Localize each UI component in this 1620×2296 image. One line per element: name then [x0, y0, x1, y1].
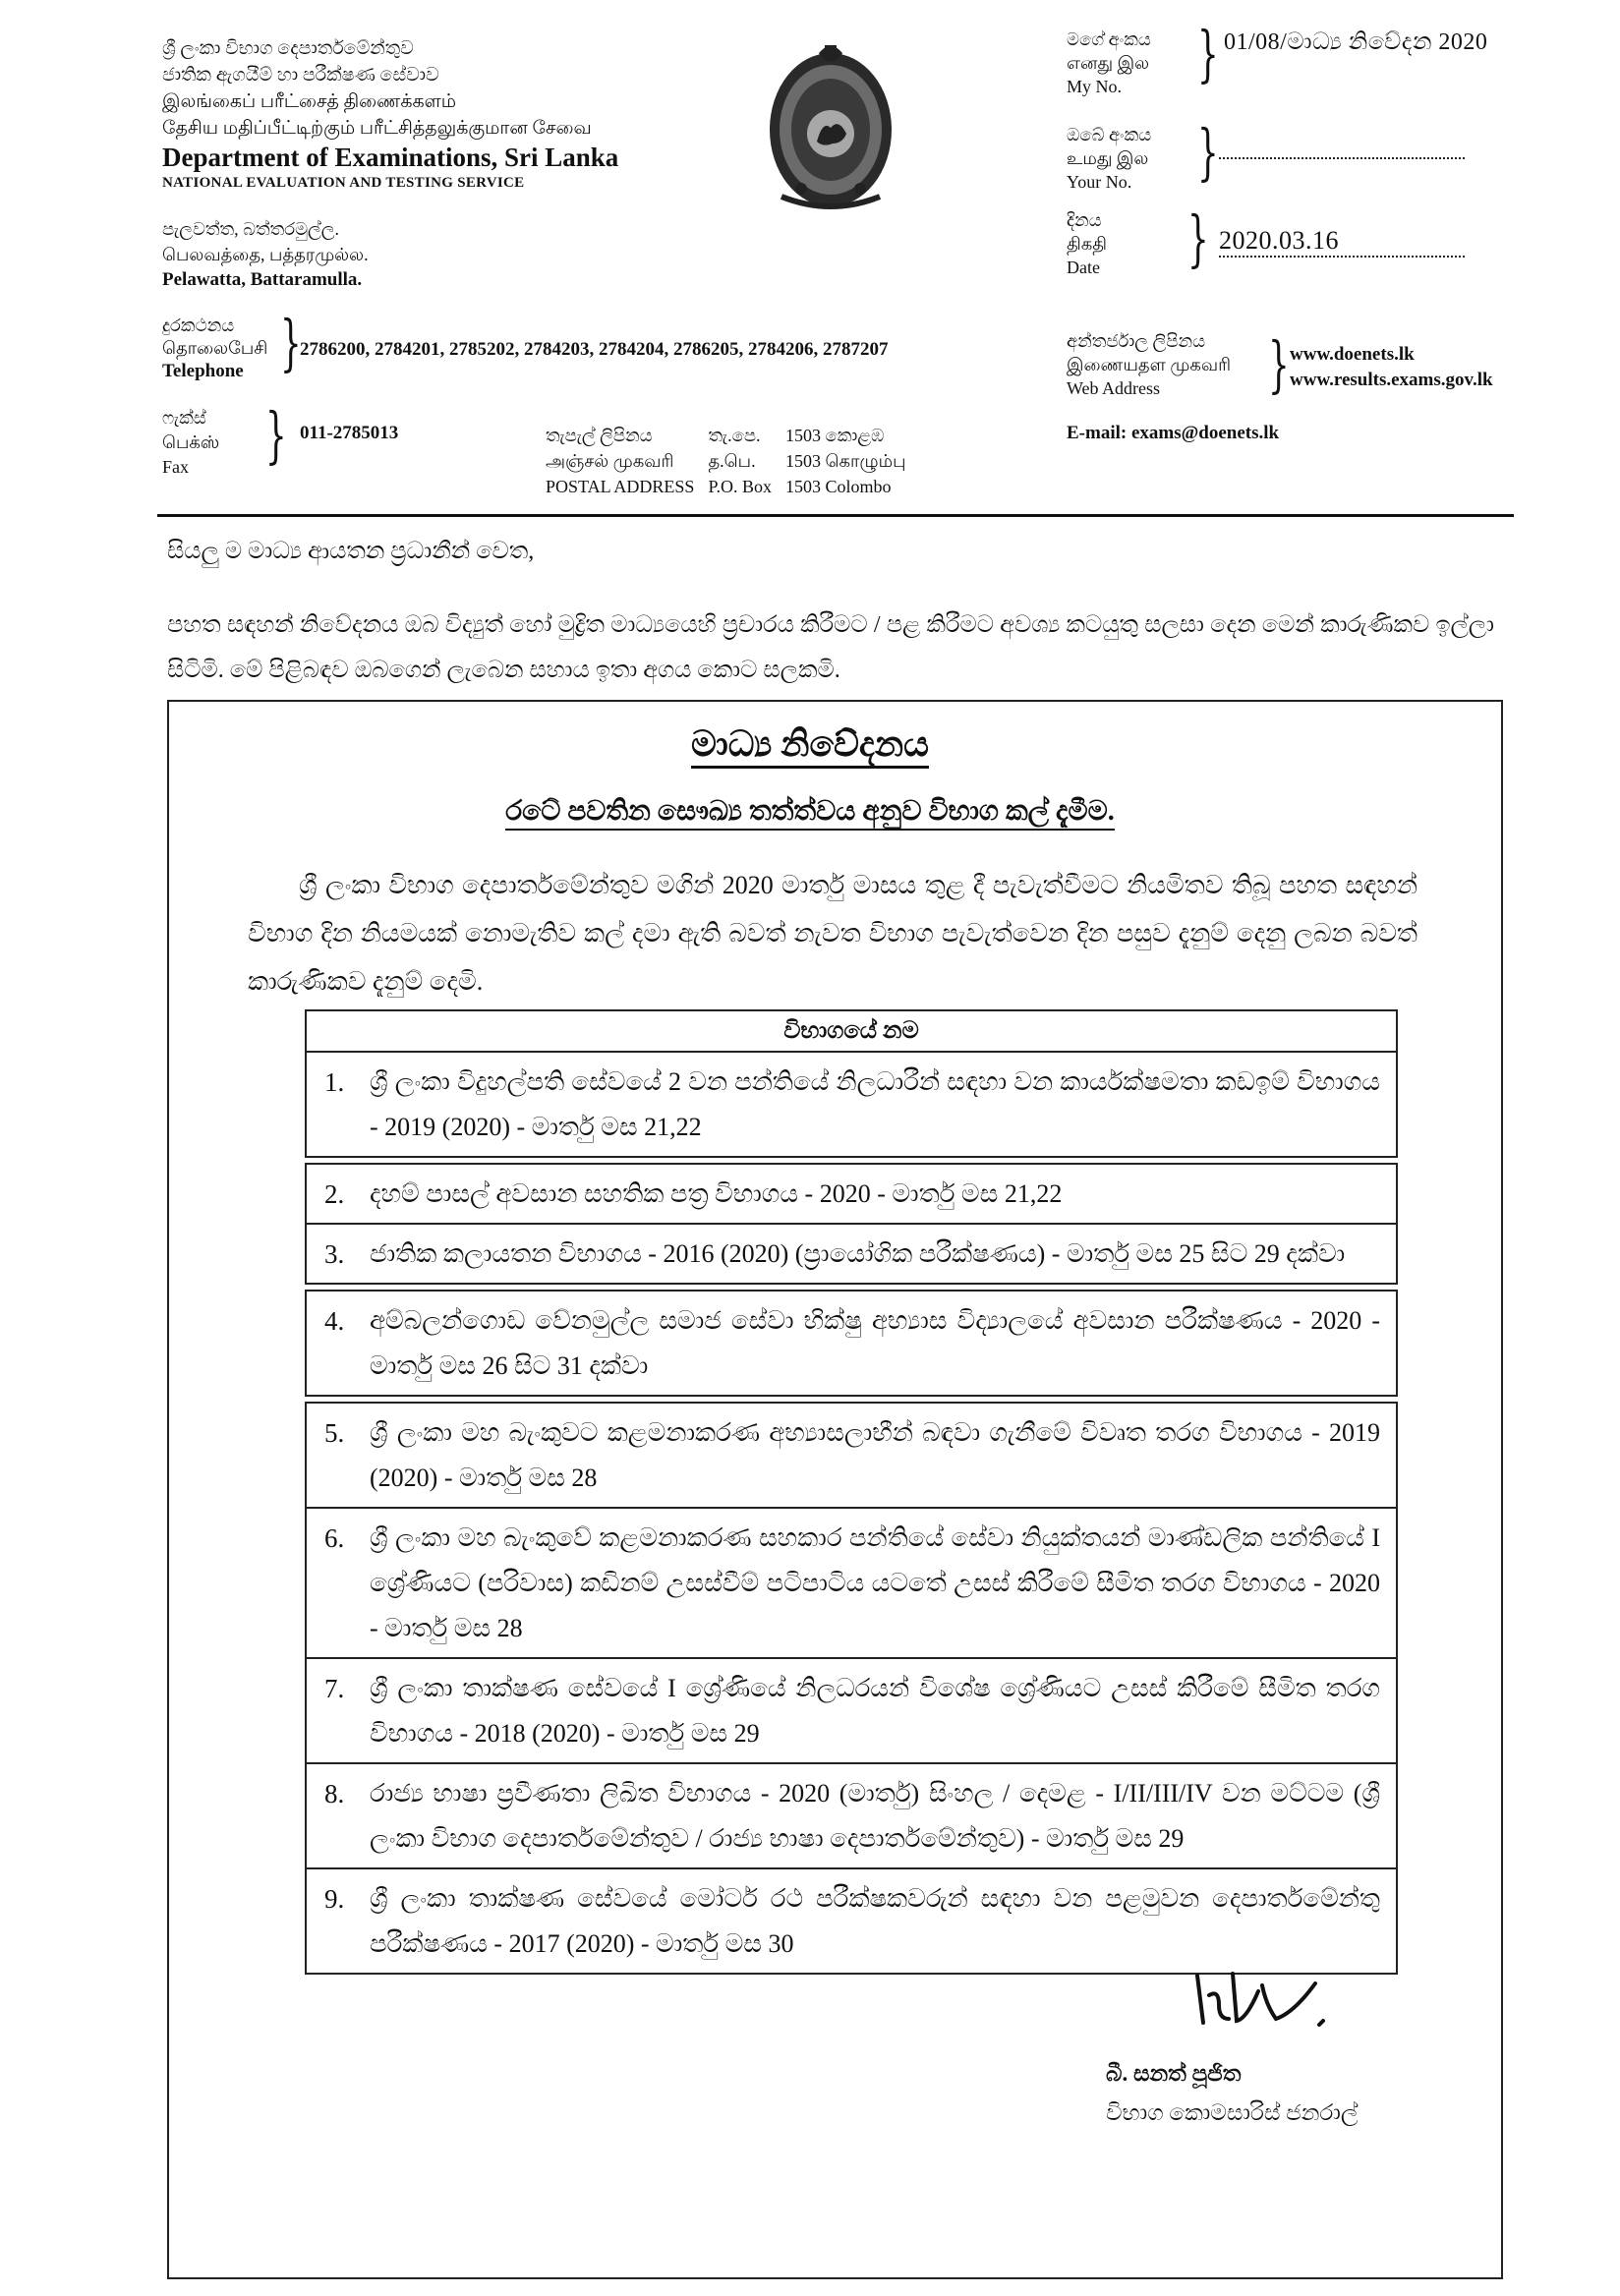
table-row: [305, 1402, 1398, 1509]
row-number: 5.: [324, 1418, 345, 1448]
exam-name: ශ්‍රී ලංකා මහ බැංකුවේ කළමනාකරණ සහකාර පන්තියේ සේවා නියුක්තයන් මාණ්ඩලික පන්තියේ I ශ්‍රේණියට (පරිවාස) කඩිනම් උසස්වීම් පටිපාටිය යටතේ උසස් කිරීමේ සීමිත තරග විභාගය - 2020 - මාර්තු මස 28: [370, 1523, 1380, 1642]
pobox-label-si: තැ.පෙ.: [708, 426, 761, 445]
notice-title-text: මාධ්‍ය නිවේදනය: [691, 724, 929, 769]
notice-subtitle: [0, 796, 1620, 828]
email-address[interactable]: E-mail: exams@doenets.lk: [1067, 423, 1280, 443]
dept-name-english: Department of Examinations, Sri Lanka: [162, 143, 619, 172]
web-address-label: [1067, 329, 1231, 400]
notice-title: [0, 723, 1620, 766]
pobox-value-si: 1503 කොළඹ: [784, 426, 885, 445]
notice-subtitle-text: රටේ පවතින සෞඛ්‍ය තත්ත්වය අනුව විභාග කල් දැමීම.: [505, 796, 1115, 831]
postal-label-en: POSTAL ADDRESS: [546, 477, 695, 496]
postal-address: [546, 423, 920, 499]
table-row: [305, 1869, 1398, 1975]
date-label-en: Date: [1067, 258, 1100, 277]
exam-table-header: විභාගයේ නම: [305, 1009, 1398, 1053]
notice-paragraph: ශ්‍රී ලංකා විභාග දෙපාර්තමේන්තුව මගින් 2020 මාර්තු මාසය තුළ දී පැවැත්වීමට නියමිතව තිබූ පහත සඳහන් විභාග දින නියමයක් නොමැතිව කල් දමා ඇති බවත් නැවත විභාග පැවැත්වෙන දින පසුව දැනුම් දෙනු ලබන බවත් කාරුණිකව දැනුම් දෙමි.: [248, 871, 1418, 996]
postal-label-si: තැපැල් ලිපිනය: [546, 426, 653, 445]
row-number: 8.: [324, 1779, 345, 1808]
your-no-label: [1067, 123, 1151, 194]
telephone-label-en: Telephone: [162, 361, 244, 381]
address-english: Pelawatta, Battaramulla.: [162, 269, 363, 290]
service-name-english: NATIONAL EVALUATION AND TESTING SERVICE: [162, 175, 525, 191]
table-row: [305, 1225, 1398, 1285]
salutation: සියලු ම මාධ්‍ය ආයතන ප්‍රධානීන් වෙත,: [167, 539, 535, 564]
brace-icon: }: [1197, 116, 1219, 188]
letterhead-address: [162, 216, 369, 293]
your-no-label-en: Your No.: [1067, 172, 1132, 192]
date-value: 2020.03.16: [1219, 226, 1465, 258]
my-no-label: [1067, 28, 1151, 98]
web-label-si: අන්තර්ජාල ලිපිනය: [1067, 331, 1206, 351]
exam-table: [305, 1009, 1398, 1975]
fax-label-en: Fax: [162, 457, 189, 477]
pobox-value-en: 1503 Colombo: [784, 477, 892, 496]
your-no-label-ta: உமது இல: [1067, 148, 1149, 168]
web-label-en: Web Address: [1067, 378, 1161, 398]
web-link-doenets[interactable]: www.doenets.lk: [1290, 344, 1415, 365]
exam-name: ශ්‍රී ලංකා විදුහල්පති සේවයේ 2 වන පන්තියේ නිලධාරීන් සඳහා වන කාර්යක්ෂමතා කඩඉම් විභාගය - 2019 (2020) - මාර්තු මස 21,22: [370, 1067, 1380, 1141]
signatory-title: විභාග කොමසාරිස් ජනරාල්: [1106, 2100, 1359, 2125]
brace-icon: }: [1187, 202, 1209, 274]
table-row: [305, 1053, 1398, 1158]
my-no-value: 01/08/මාධ්‍ය නිවේදන 2020: [1224, 29, 1488, 55]
telephone-label-ta: தொலைபேசி: [162, 338, 268, 358]
address-tamil: பெலவத்தை, பத்தரமுல்ல.: [162, 245, 369, 264]
table-row: [305, 1764, 1398, 1869]
exam-name: ශ්‍රී ලංකා මහ බැංකුවට කළමනාකරණ අභ්‍යාසලාභීන් බඳවා ගැනීමේ විවෘත තරග විභාගය - 2019 (2020) - මාර්තු මස 28: [370, 1418, 1380, 1492]
pobox-value-ta: 1503 கொழும்பு: [784, 451, 906, 471]
row-number: 3.: [324, 1239, 345, 1269]
row-number: 2.: [324, 1179, 345, 1209]
row-number: 9.: [324, 1884, 345, 1914]
intro-paragraph: පහත සඳහන් නිවේදනය ඔබ විද්‍යුත් හෝ මුද්‍රිත මාධ්‍යයෙහි ප්‍රචාරය කිරීමට / පළ කිරීමට අවශ්‍ය කටයුතු සලසා දෙන මෙන් කාරුණිකව ඉල්ලා සිටිමි. මේ පිළිබඳව ඔබගෙන් ලැබෙන සහාය ඉතා අගය කොට සලකමි.: [167, 612, 1494, 683]
telephone-label: [162, 315, 267, 382]
service-name-tamil: தேசிய மதிப்பீட்டிற்கும் பரீட்சித்தலுக்குமான சேவை: [162, 118, 592, 139]
table-row: [305, 1290, 1398, 1397]
telephone-numbers: 2786200, 2784201, 2785202, 2784203, 2784204, 2786205, 2784206, 2787207: [300, 339, 889, 360]
exam-name: ශ්‍රී ලංකා තාක්ෂණ සේවයේ I ශ්‍රේණියේ නිලධරයන් විශේෂ ශ්‍රේණියට උසස් කිරීමේ සීමිත තරග විභාගය - 2018 (2020) - මාර්තු මස 29: [370, 1674, 1380, 1748]
my-no-label-si: මගේ අංකය: [1067, 29, 1151, 49]
dept-name-sinhala: ශ්‍රී ලංකා විභාග දෙපාර්තමේන්තුව: [162, 38, 414, 59]
my-no-label-ta: எனது இல: [1067, 53, 1150, 73]
signatory-name: බී. සනත් පූජිත: [1106, 2061, 1242, 2086]
fax-label-si: ෆැක්ස්: [162, 408, 206, 428]
exam-name: රාජ්‍ය භාෂා ප්‍රවීණතා ලිඛිත විභාගය - 2020 (මාර්තු) සිංහල / දෙමළ - I/II/III/IV වන මට්ටම (ශ්‍රී ලංකා විභාග දෙපාර්තමේන්තුව / රාජ්‍ය භාෂා දෙපාර්තමේන්තුව) - මාර්තු මස 29: [370, 1779, 1380, 1853]
dept-name-tamil: இலங்கைப் பரீட்சைத் திணைக்களம்: [162, 91, 457, 112]
brace-icon: }: [265, 399, 287, 471]
signature-icon: [1189, 1966, 1357, 2035]
telephone-label-si: දුරකථනය: [162, 316, 235, 335]
brace-icon: }: [1197, 18, 1219, 89]
sri-lanka-emblem-icon: [762, 39, 899, 214]
row-number: 4.: [324, 1306, 345, 1336]
date-label-ta: திகதி: [1067, 234, 1108, 254]
row-number: 7.: [324, 1674, 345, 1703]
address-sinhala: පැලවත්ත, බත්තරමුල්ල.: [162, 219, 339, 239]
table-row: [305, 1659, 1398, 1764]
table-row: [305, 1163, 1398, 1225]
row-number: 6.: [324, 1523, 345, 1553]
exam-name: ශ්‍රී ලංකා තාක්ෂණ සේවයේ මෝටර් රථ පරීක්ෂකවරුන් සඳහා වන පළමුවන දෙපාර්තමේන්තු පරීක්ෂණය - 2017 (2020) - මාර්තු මස 30: [370, 1884, 1380, 1958]
service-name-sinhala: ජාතික ඇගයීම් හා පරීක්ෂණ සේවාව: [162, 65, 439, 86]
exam-name: දහම් පාසල් අවසාන සහතික පත්‍ර විභාගය - 2020 - මාර්තු මස 21,22: [370, 1179, 1063, 1208]
date-label: [1067, 208, 1107, 279]
fax-label-ta: பெக்ஸ்: [162, 432, 220, 452]
letterhead-department: [162, 35, 713, 193]
your-no-label-si: ඔබේ අංකය: [1067, 125, 1152, 144]
table-row: [305, 1509, 1398, 1659]
fax-number: 011-2785013: [300, 423, 399, 443]
web-label-ta: இணையதள முகவரி: [1067, 355, 1232, 374]
exam-name: අම්බලන්ගොඩ වේනමුල්ල සමාජ සේවා භික්ෂු අභ්‍යාස විද්‍යාලයේ අවසාන පරීක්ෂණය - 2020 - මාර්තු මස 26 සිට 31 දක්වා: [370, 1306, 1380, 1380]
web-urls: [1290, 342, 1493, 393]
brace-icon: }: [1268, 328, 1290, 400]
fax-label: [162, 406, 219, 480]
your-no-value: [1219, 147, 1465, 159]
postal-label-ta: அஞ்சல் முகவரி: [546, 451, 674, 471]
pobox-label-ta: த.பெ.: [708, 451, 756, 471]
brace-icon: }: [280, 307, 302, 378]
header-divider: [157, 514, 1514, 517]
my-no-label-en: My No.: [1067, 77, 1123, 96]
date-label-si: දිනය: [1067, 210, 1102, 230]
row-number: 1.: [324, 1067, 345, 1097]
exam-name: ජාතික කලායතන විභාගය - 2016 (2020) (ප්‍රායෝගික පරීක්ෂණය) - මාර්තු මස 25 සිට 29 දක්වා: [370, 1239, 1346, 1268]
web-link-results[interactable]: www.results.exams.gov.lk: [1290, 370, 1493, 390]
pobox-label-en: P.O. Box: [708, 477, 772, 496]
